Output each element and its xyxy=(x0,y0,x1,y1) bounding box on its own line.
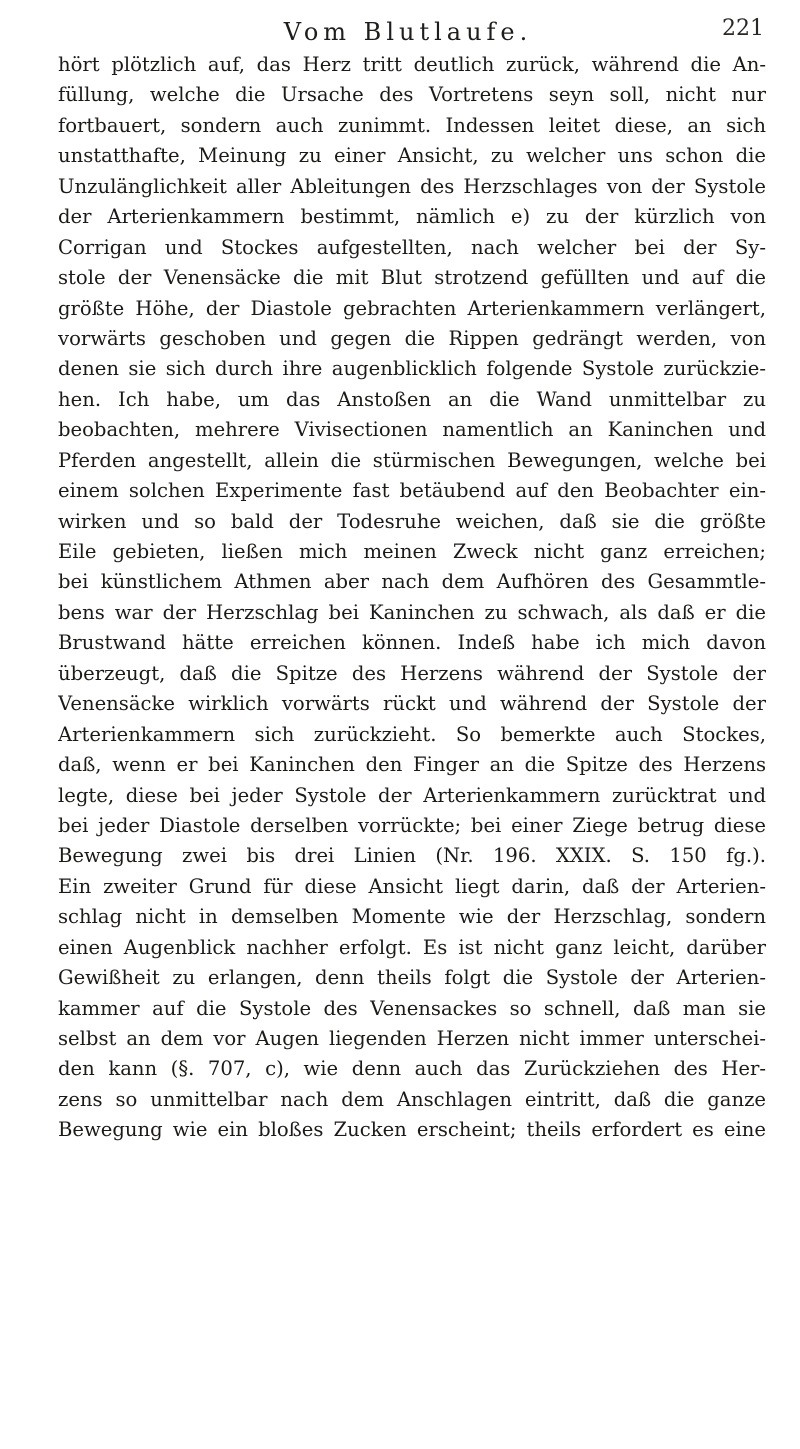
text-line: Arterienkammern sich zurückzieht. So bemerkte auch Stockes, xyxy=(58,722,766,746)
text-line: hen. Ich habe, um das Anstoßen an die Wand unmittelbar zu xyxy=(58,387,766,411)
text-line: daß, wenn er bei Kaninchen den Finger an die Spitze des Herzens xyxy=(58,753,766,777)
text-line: selbst an dem vor Augen liegenden Herzen nicht immer unterschei- xyxy=(58,1027,766,1050)
text-line: legte, diese bei jeder Systole der Arterienkammern zurücktrat und xyxy=(58,783,766,807)
text-line: wirken und so bald der Todesruhe weichen, daß sie die größte xyxy=(58,509,766,533)
text-line: Pferden angestellt, allein die stürmischen Bewegungen, welche bei xyxy=(58,448,766,472)
text-line: Unzulänglichkeit aller Ableitungen des Herzschlages von der Systole xyxy=(58,174,766,198)
text-line: fortbauert, sondern auch zunimmt. Indessen leitet diese, an sich xyxy=(58,113,766,137)
text-line: bens war der Herzschlag bei Kaninchen zu schwach, als daß er die xyxy=(58,600,766,624)
text-line: Bewegung zwei bis drei Linien (Nr. 196. XXIX. S. 150 fg.). xyxy=(58,844,766,868)
text-line: Brustwand hätte erreichen können. Indeß habe ich mich davon xyxy=(58,631,766,655)
text-line: Eile gebieten, ließen mich meinen Zweck nicht ganz erreichen; xyxy=(58,540,766,563)
page-number: 221 xyxy=(722,16,764,41)
text-line: denen sie sich durch ihre augenblicklich folgende Systole zurückzie- xyxy=(58,357,766,381)
running-head: Vom Blutlaufe. xyxy=(283,18,533,46)
body-text xyxy=(58,50,766,1146)
text-line: einem solchen Experimente fast betäubend auf den Beobachter ein- xyxy=(58,479,766,503)
text-line: unstatthafte, Meinung zu einer Ansicht, zu welcher uns schon die xyxy=(58,144,766,168)
text-line: zens so unmittelbar nach dem Anschlagen eintritt, daß die ganze xyxy=(58,1087,766,1111)
text-line: einen Augenblick nachher erfolgt. Es ist nicht ganz leicht, darüber xyxy=(58,935,766,959)
text-line: größte Höhe, der Diastole gebrachten Arterienkammern verlängert, xyxy=(58,296,766,320)
text-line: Gewißheit zu erlangen, denn theils folgt die Systole der Arterien- xyxy=(58,966,766,990)
text-line: der Arterienkammern bestimmt, nämlich e) zu der kürzlich von xyxy=(58,205,766,229)
text-line: beobachten, mehrere Vivisectionen namentlich an Kaninchen und xyxy=(58,418,766,442)
text-line: den kann (§. 707, c), wie denn auch das Zurückziehen des Her- xyxy=(58,1057,766,1081)
text-line: bei jeder Diastole derselben vorrückte; bei einer Ziege betrug diese xyxy=(58,813,766,837)
text-line: schlag nicht in demselben Momente wie der Herzschlag, sondern xyxy=(58,905,766,929)
text-line: überzeugt, daß die Spitze des Herzens während der Systole der xyxy=(58,661,766,685)
text-line: Corrigan und Stockes aufgestellten, nach welcher bei der Sy- xyxy=(58,235,766,259)
text-line: vorwärts geschoben und gegen die Rippen gedrängt werden, von xyxy=(58,326,766,350)
page-header xyxy=(52,8,764,48)
text-line: bei künstlichem Athmen aber nach dem Aufhören des Gesammtle- xyxy=(58,570,766,594)
text-line: füllung, welche die Ursache des Vortretens seyn soll, nicht nur xyxy=(58,83,766,107)
text-line: Bewegung wie ein bloßes Zucken erscheint; theils erfordert es eine xyxy=(58,1118,766,1142)
text-line: Ein zweiter Grund für diese Ansicht liegt darin, daß der Arterien- xyxy=(58,874,766,898)
text-line: hört plötzlich auf, das Herz tritt deutlich zurück, während die An- xyxy=(58,53,766,76)
text-line: kammer auf die Systole des Venensackes so schnell, daß man sie xyxy=(58,996,766,1020)
text-line: stole der Venensäcke die mit Blut strotzend gefüllten und auf die xyxy=(58,266,766,290)
text-line: Venensäcke wirklich vorwärts rückt und während der Systole der xyxy=(58,692,766,716)
